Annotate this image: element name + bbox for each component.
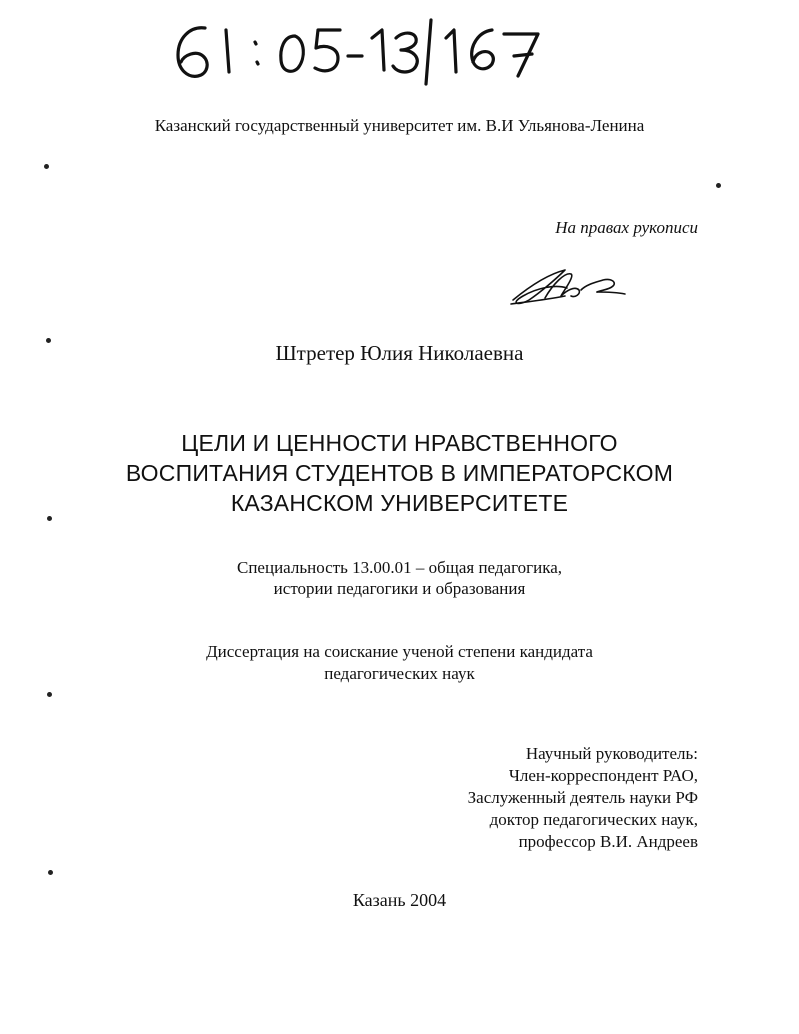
university-name: Казанский государственный университет им. В.И Ульянова-Ленина	[154, 116, 645, 135]
degree-line: Диссертация на соискание ученой степени кандидата	[206, 642, 593, 661]
specialty-line: Специальность 13.00.01 – общая педагогика,	[237, 558, 562, 577]
title-line: ЦЕЛИ И ЦЕННОСТИ НРАВСТВЕННОГО	[181, 430, 618, 456]
title-line: КАЗАНСКОМ УНИВЕРСИТЕТЕ	[230, 490, 569, 516]
scan-artifact-dot	[44, 164, 49, 169]
title-line: ВОСПИТАНИЯ СТУДЕНТОВ В ИМПЕРАТОРСКОМ	[125, 460, 674, 486]
advisor-line: профессор В.И. Андреев	[518, 832, 698, 851]
advisor-line: Член-корреспондент РАО,	[508, 766, 698, 785]
dissertation-degree-block	[0, 641, 799, 685]
specialty-block	[0, 557, 799, 599]
specialty-line: истории педагогики и образования	[273, 579, 526, 598]
scan-artifact-dot	[716, 183, 721, 188]
advisor-line: Научный руководитель:	[525, 744, 698, 763]
handwritten-catalog-number	[0, 0, 560, 90]
scan-artifact-dot	[46, 338, 51, 343]
scan-artifact-dot	[47, 516, 52, 521]
advisor-line: доктор педагогических наук,	[489, 810, 698, 829]
city-year: Казань 2004	[352, 890, 447, 910]
scan-artifact-dot	[47, 692, 52, 697]
scan-artifact-dot	[48, 870, 53, 875]
author-name: Штретер Юлия Николаевна	[275, 341, 524, 365]
dissertation-title	[0, 428, 799, 518]
author-signature	[505, 262, 630, 312]
scientific-advisor-block	[468, 743, 698, 853]
advisor-line: Заслуженный деятель науки РФ	[467, 788, 698, 807]
degree-line: педагогических наук	[324, 664, 475, 683]
rights-note: На правах рукописи	[555, 218, 698, 237]
